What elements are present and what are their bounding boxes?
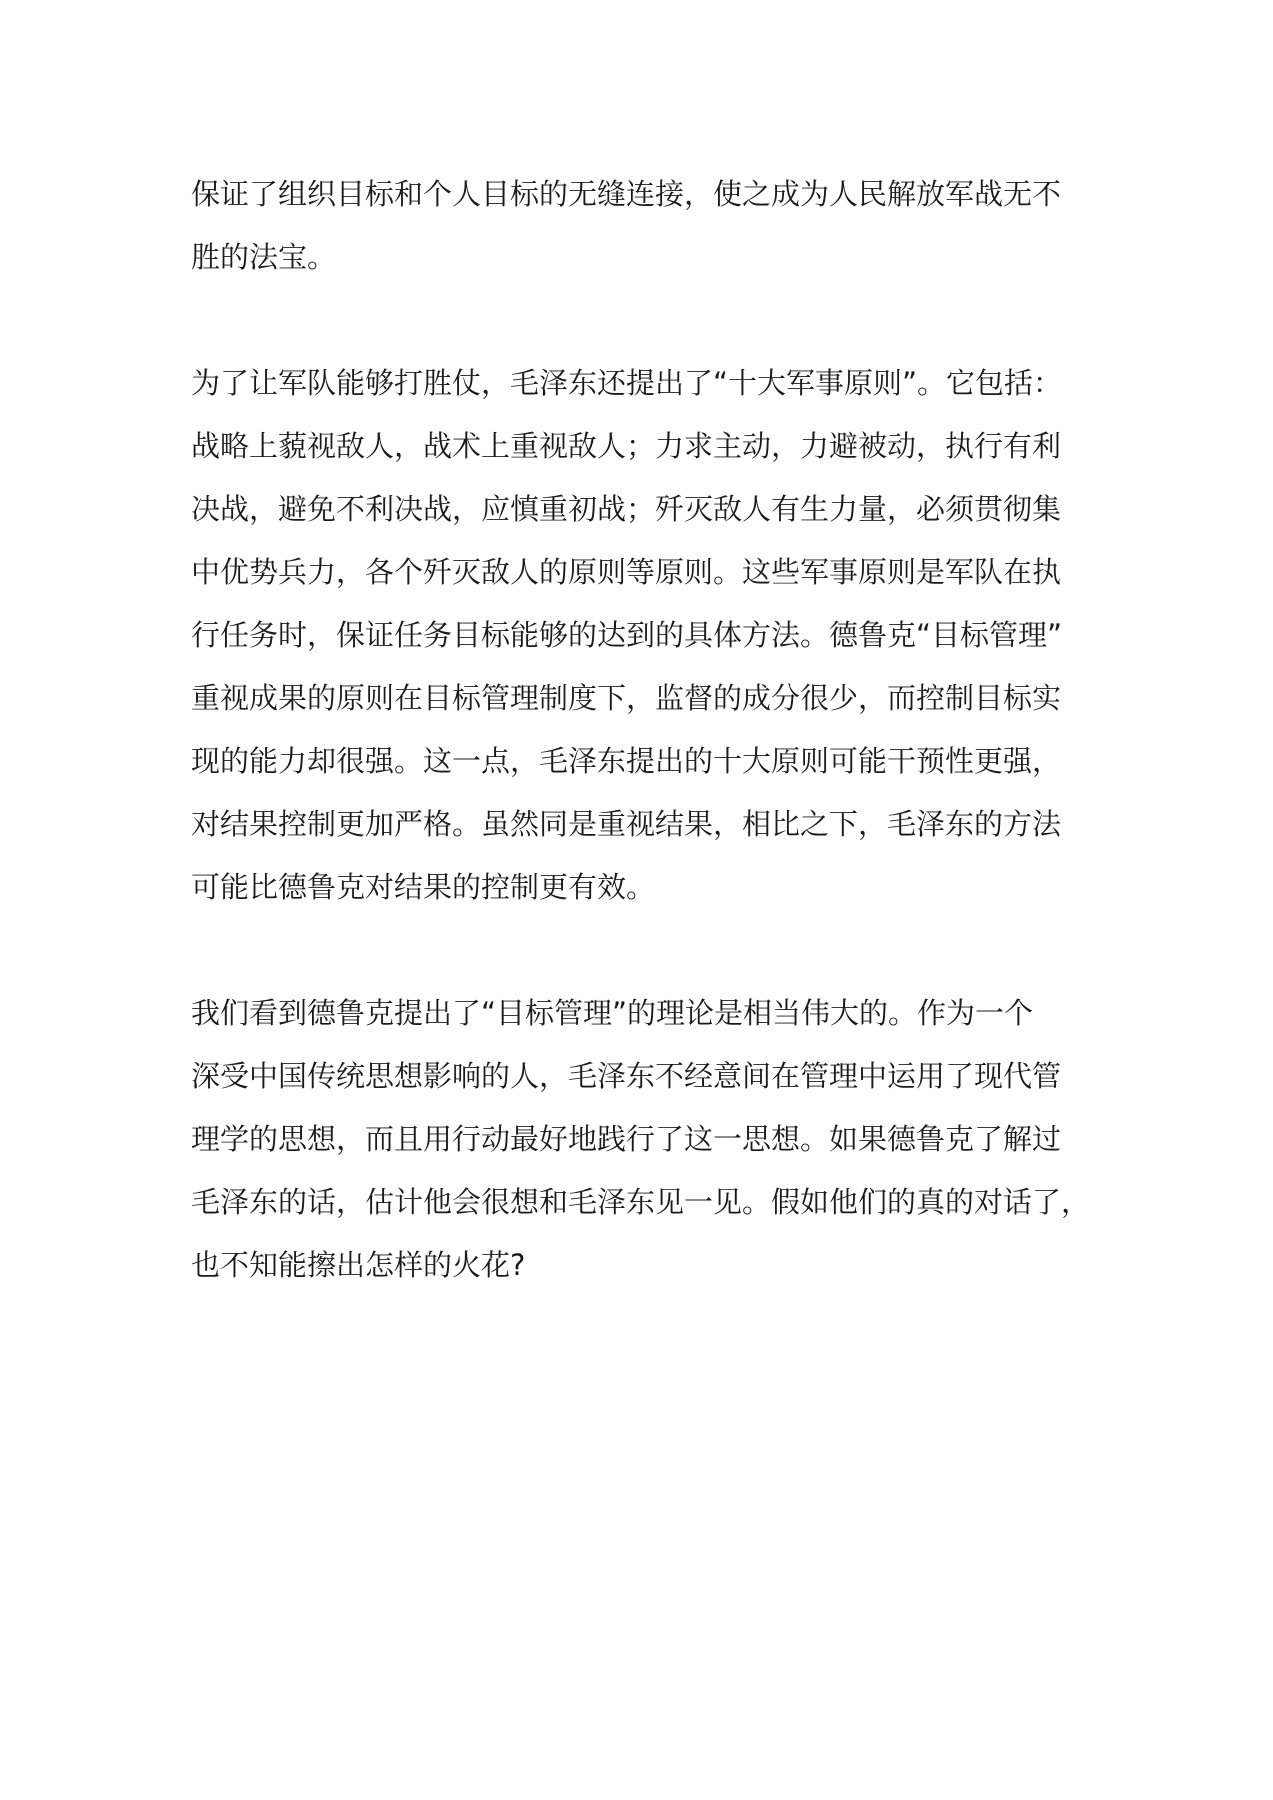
text-line: 重视成果的原则在目标管理制度下，监督的成分很少，而控制目标实 bbox=[191, 681, 1062, 715]
text-line: 也不知能擦出怎样的火花? bbox=[191, 1248, 526, 1282]
paragraph-2 bbox=[191, 352, 1091, 919]
text-line: 战略上藐视敌人，战术上重视敌人；力求主动，力避被动，执行有利 bbox=[191, 429, 1062, 463]
text-line: 现的能力却很强。这一点，毛泽东提出的十大原则可能干预性更强， bbox=[191, 744, 1062, 778]
paragraph-3 bbox=[191, 982, 1091, 1297]
text-line: 胜的法宝。 bbox=[191, 240, 337, 274]
text-line: 为了让军队能够打胜仗，毛泽东还提出了“十大军事原则”。它包括： bbox=[191, 366, 1063, 400]
text-line: 保证了组织目标和个人目标的无缝连接，使之成为人民解放军战无不 bbox=[191, 177, 1062, 211]
document-body bbox=[191, 163, 1091, 1360]
text-line: 对结果控制更加严格。虽然同是重视结果，相比之下，毛泽东的方法 bbox=[191, 807, 1062, 841]
text-line: 决战，避免不利决战，应慎重初战；歼灭敌人有生力量，必须贯彻集 bbox=[191, 492, 1062, 526]
text-line: 毛泽东的话，估计他会很想和毛泽东见一见。假如他们的真的对话了， bbox=[191, 1185, 1091, 1219]
text-line: 理学的思想，而且用行动最好地践行了这一思想。如果德鲁克了解过 bbox=[191, 1122, 1062, 1156]
text-line: 中优势兵力，各个歼灭敌人的原则等原则。这些军事原则是军队在执 bbox=[191, 555, 1062, 589]
text-line: 我们看到德鲁克提出了“目标管理”的理论是相当伟大的。作为一个 bbox=[191, 996, 1034, 1030]
text-line: 可能比德鲁克对结果的控制更有效。 bbox=[191, 870, 656, 904]
paragraph-1 bbox=[191, 163, 1091, 289]
text-line: 深受中国传统思想影响的人，毛泽东不经意间在管理中运用了现代管 bbox=[191, 1059, 1062, 1093]
text-line: 行任务时，保证任务目标能够的达到的具体方法。德鲁克“目标管理” bbox=[191, 618, 1063, 652]
